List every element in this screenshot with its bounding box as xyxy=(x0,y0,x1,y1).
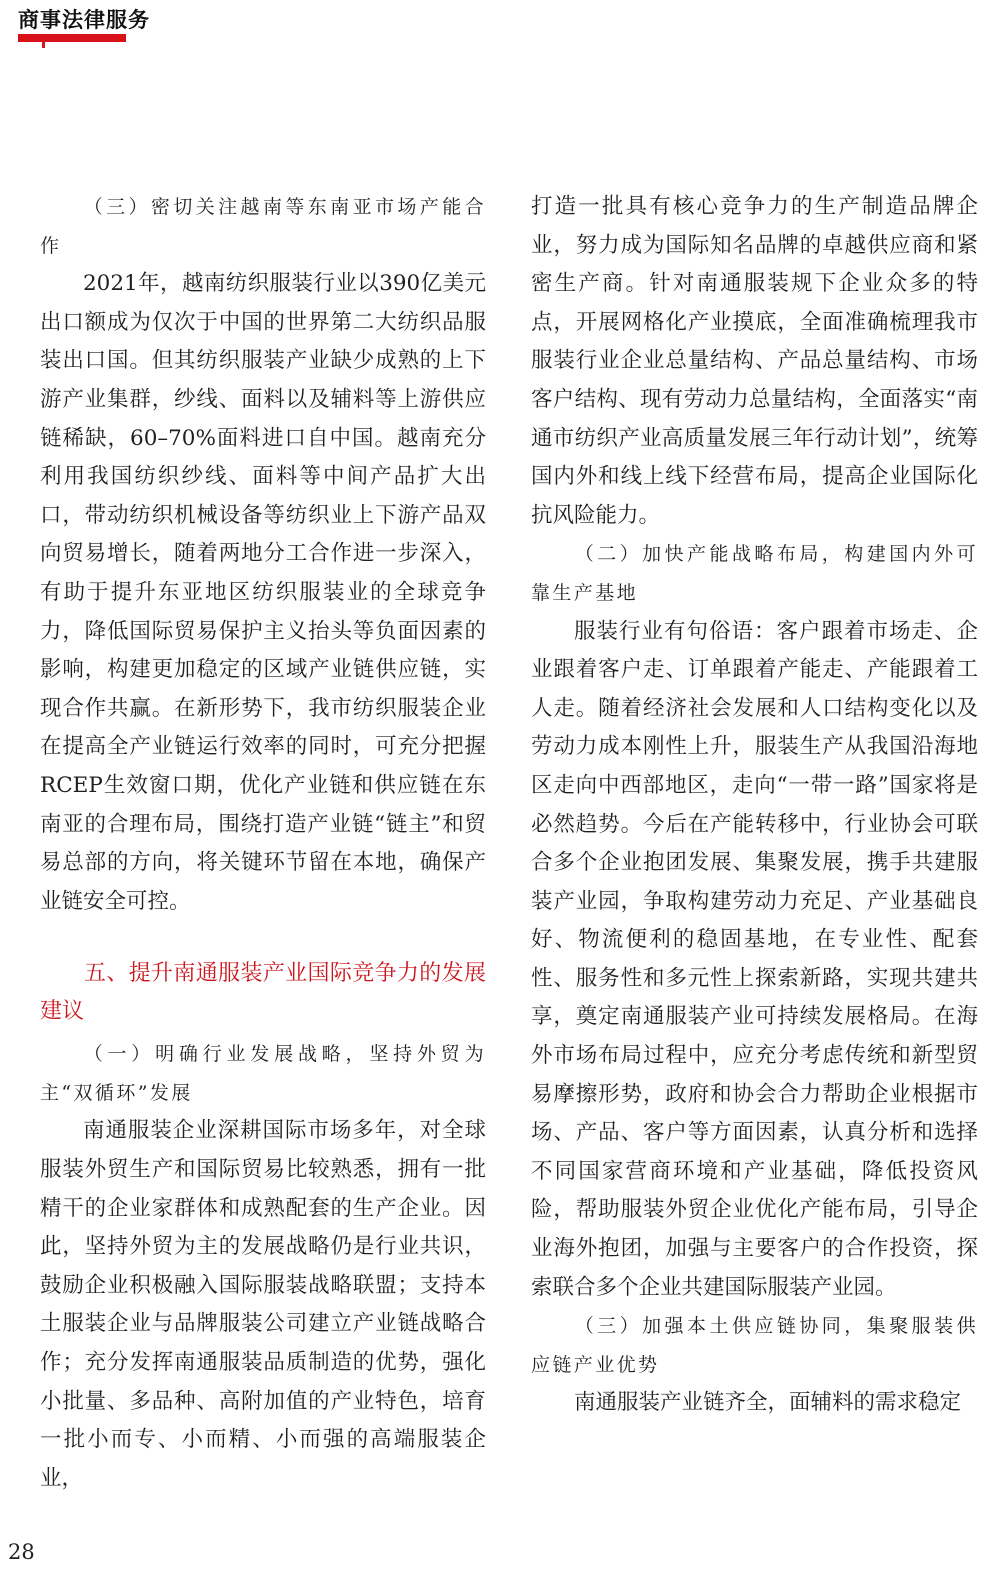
paragraph-capacity: 服装行业有句俗语：客户跟着市场走、企业跟着客户走、订单跟着产能走、产能跟着工人走。随着经济社会发展和人口结构变化以及劳动力成本刚性上升，服装生产从我国沿海地区走向中西部地区，走向“一带一路”国家将是必然趋势。今后在产能转移中，行业协会可联合多个企业抱团发展、集聚发展，携手共建服装产业园，争取构建劳动力充足、产业基础良好、物流便利的稳固基地，在专业性、配套性、服务性和多元性上探索新路，实现共建共享，奠定南通服装产业可持续发展格局。在海外市场布局过程中，应充分考虑传统和新型贸易摩擦形势，政府和协会合力帮助企业根据市场、产品、客户等方面因素，认真分析和选择不同国家营商环境和产业基础，降低投资风险，帮助服装外贸企业优化产能布局，引导企业海外抱团，加强与主要客户的合作投资，探索联合多个企业共建国际服装产业园。 xyxy=(531,618,978,1300)
running-header xyxy=(18,6,150,34)
section-heading-5: 五、提升南通服装产业国际竞争力的发展建议 xyxy=(40,961,486,1025)
paragraph-vietnam: 2021年，越南纺织服装行业以390亿美元出口额成为仅次于中国的世界第二大纺织品服装出口国。但其纺织服装产业缺少成熟的上下游产业集群，纱线、面料以及辅料等上游供应链稀缺，60–70%面料进口自中国。越南充分利用我国纺织纱线、面料等中间产品扩大出口，带动纺织机械设备等纺织业上下游产品双向贸易增长，随着两地分工合作进一步深入，有助于提升东亚地区纺织服装业的全球竞争力，降低国际贸易保护主义抬头等负面因素的影响，构建更加稳定的区域产业链供应链，实现合作共赢。在新形势下，我市纺织服装企业在提高全产业链运行效率的同时，可充分把握RCEP生效窗口期，优化产业链和供应链在东南亚的合理布局，围绕打造产业链“链主”和贸易总部的方向，将关键环节留在本地，确保产业链安全可控。 xyxy=(40,271,486,914)
subheading-supply-chain: （三）加强本土供应链协同，集聚服装供应链产业优势 xyxy=(531,1315,978,1376)
subheading-strategy: （一）明确行业发展战略，坚持外贸为主“双循环”发展 xyxy=(40,1043,486,1104)
header-title: 商事法律服务 xyxy=(18,8,150,32)
right-column xyxy=(531,188,978,1423)
subheading-southeast-asia: （三）密切关注越南等东南亚市场产能合作 xyxy=(40,196,486,257)
left-column xyxy=(40,188,486,1498)
header-red-tick xyxy=(42,42,45,48)
subheading-capacity: （二）加快产能战略布局，构建国内外可靠生产基地 xyxy=(531,543,978,604)
paragraph-foreign-trade: 南通服装企业深耕国际市场多年，对全球服装外贸生产和国际贸易比较熟悉，拥有一批精干的企业家群体和成熟配套的生产企业。因此，坚持外贸为主的发展战略仍是行业共识，鼓励企业积极融入国际服装战略联盟；支持本土服装企业与品牌服装公司建立产业链战略合作；充分发挥南通服装品质制造的优势，强化小批量、多品种、高附加值的产业特色，培育一批小而专、小而精、小而强的高端服装企业， xyxy=(40,1118,486,1491)
paragraph-supply-chain: 南通服装产业链齐全，面辅料的需求稳定 xyxy=(574,1390,962,1416)
header-red-bar xyxy=(18,34,126,42)
paragraph-continued: 打造一批具有核心竞争力的生产制造品牌企业，努力成为国际知名品牌的卓越供应商和紧密生产商。针对南通服装规下企业众多的特点，开展网格化产业摸底，全面准确梳理我市服装行业企业总量结构、产品总量结构、市场客户结构、现有劳动力总量结构，全面落实“南通市纺织产业高质量发展三年行动计划”，统筹国内外和线上线下经营布局，提高企业国际化抗风险能力。 xyxy=(531,194,978,528)
page-number: 28 xyxy=(8,1540,35,1564)
